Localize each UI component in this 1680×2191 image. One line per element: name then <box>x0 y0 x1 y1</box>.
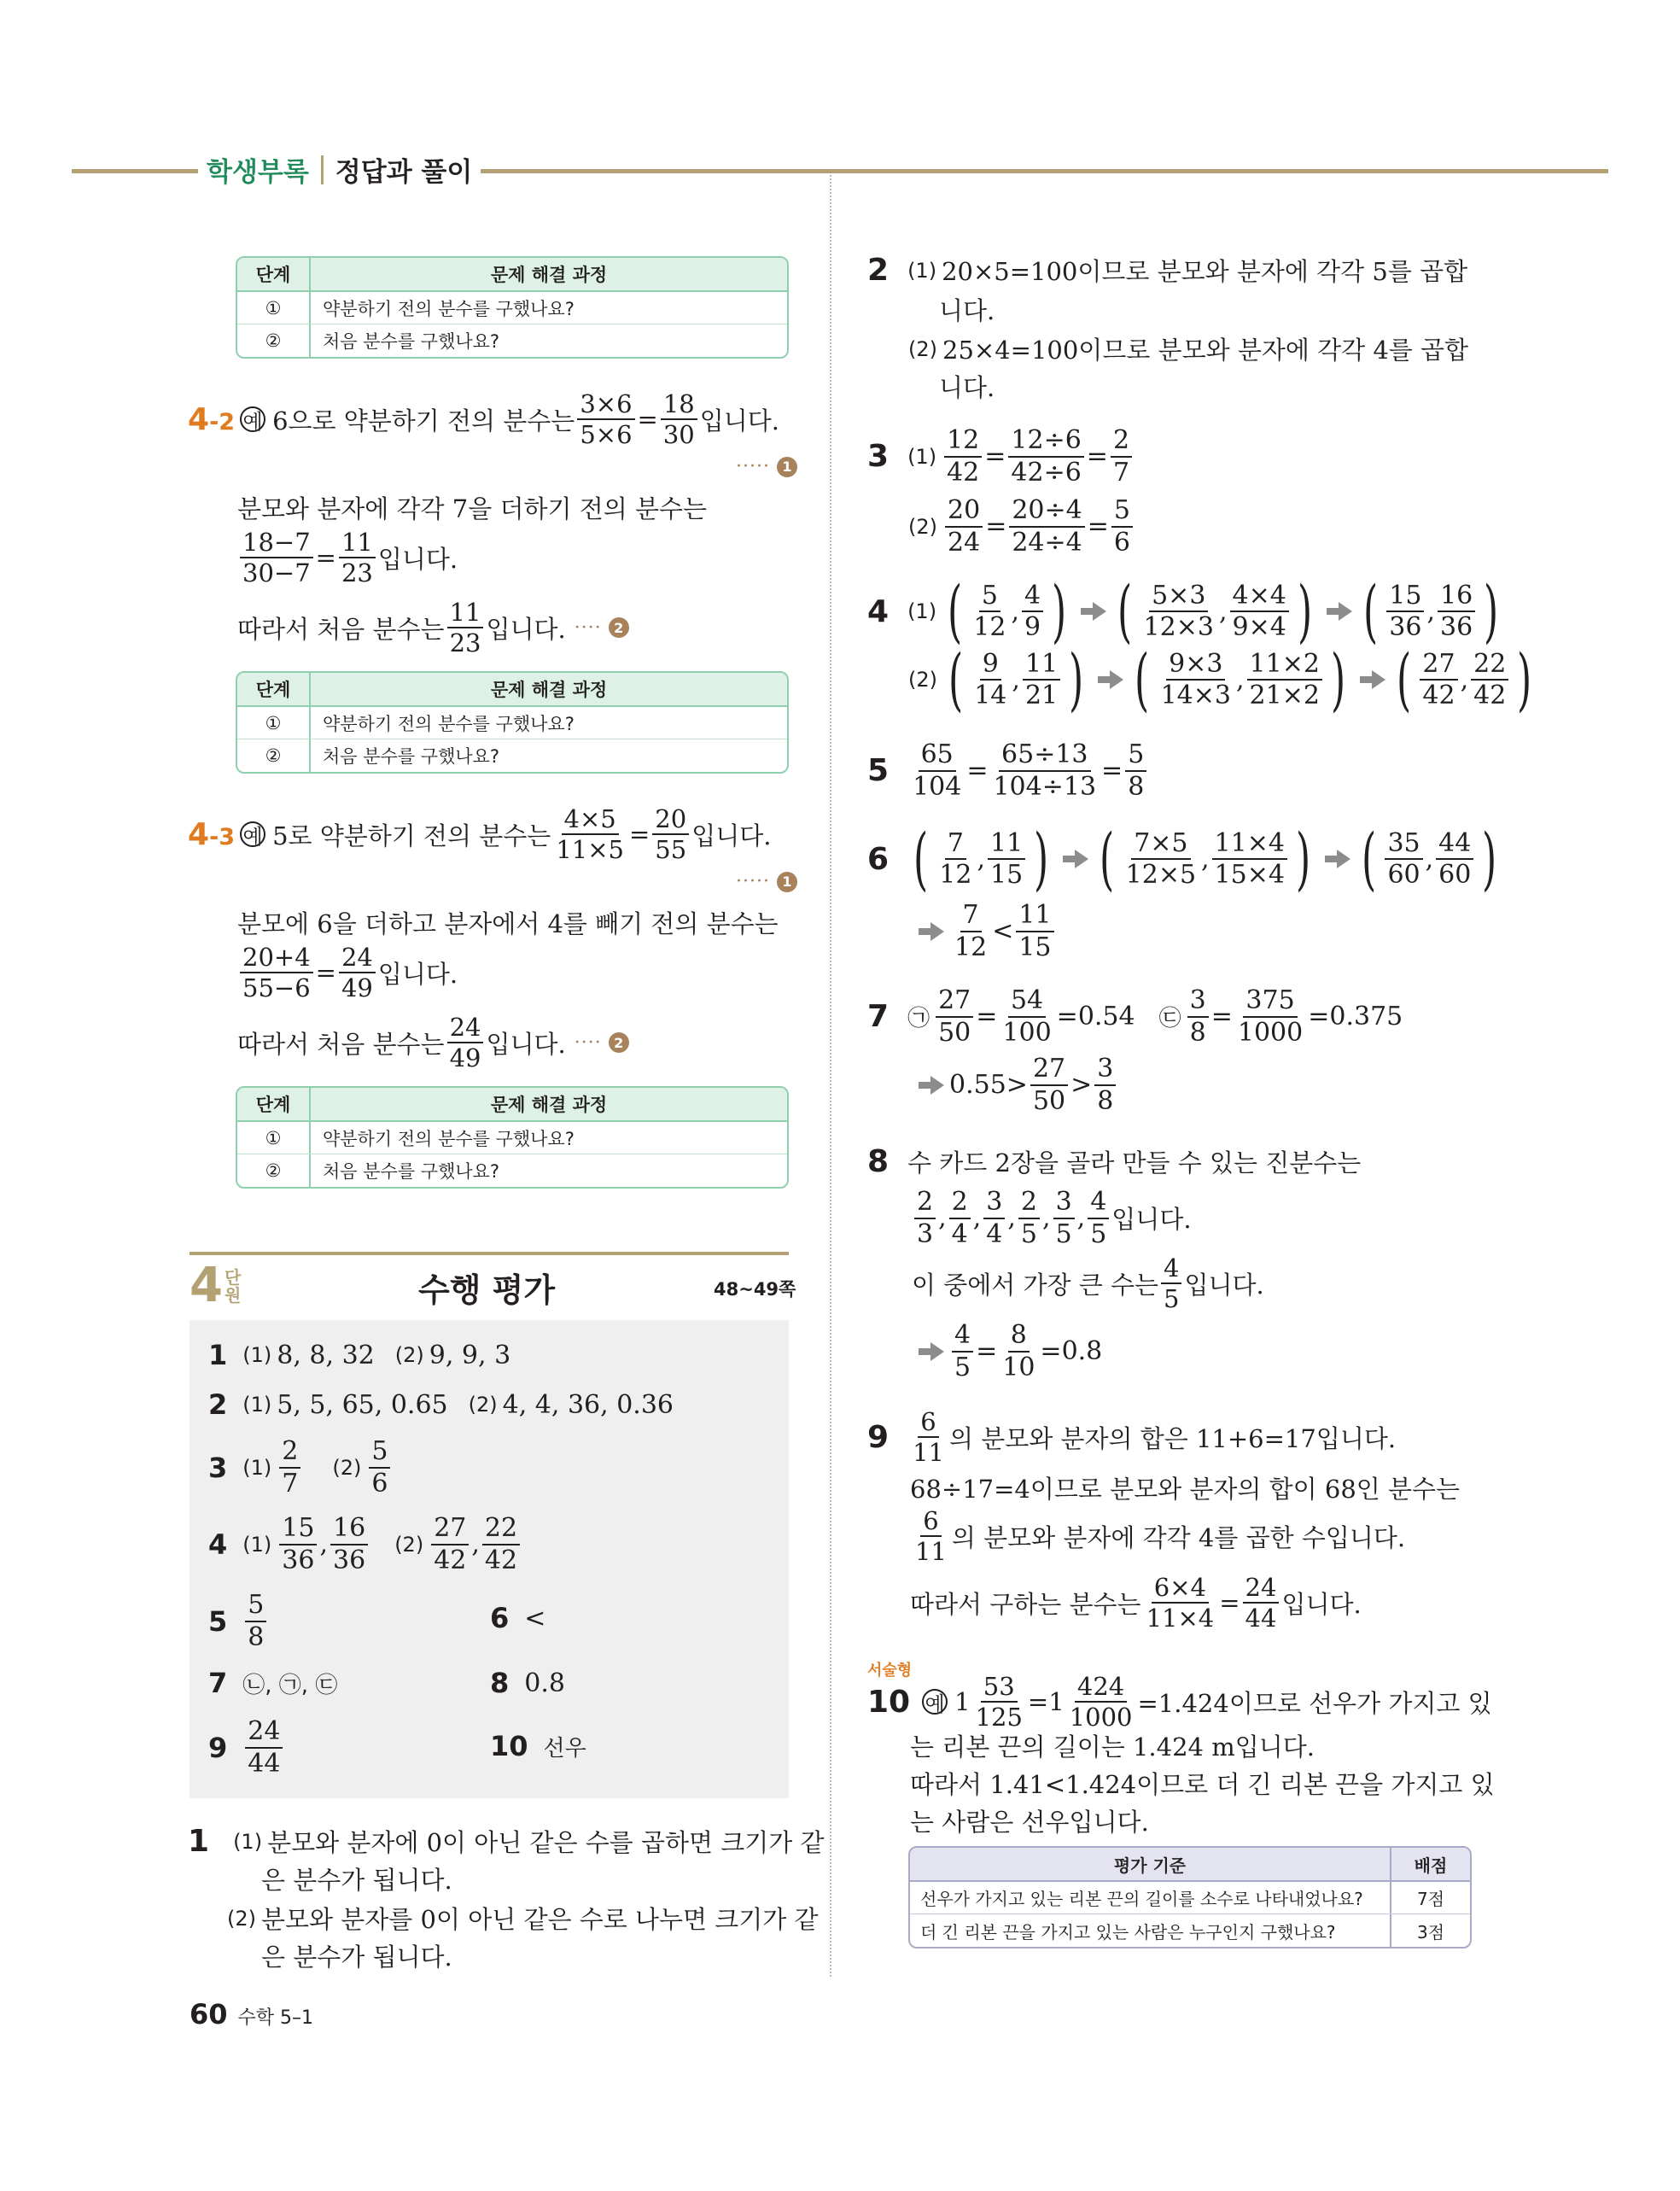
r10-line2: 는 리본 끈의 길이는 1.424 m입니다. <box>910 1732 1315 1762</box>
r2-line3: (2) 25×4=100이므로 분모와 분자에 각각 4를 곱합 <box>908 336 1469 365</box>
answer-8: 8 0.8 <box>490 1667 565 1699</box>
answer-5: 5 $\frac{5}{8}$ <box>208 1592 269 1651</box>
step-table-2: 단계 문제 해결 과정 ① 약분하기 전의 분수를 구했나요? ② 처음 분수를 구했나요? <box>236 671 789 774</box>
table-row <box>237 324 787 357</box>
table-row: ② 처음 분수를 구했나요? <box>237 739 787 772</box>
example-mark: 예 <box>240 406 265 432</box>
r2-line4: 니다. <box>939 373 995 402</box>
r10-line4: 는 사람은 선우입니다. <box>910 1808 1149 1837</box>
fraction: $\frac{4\times 5}{11\times 5}$ <box>556 804 624 865</box>
fraction: $\frac{11}{23}$ <box>447 599 484 657</box>
q1-line2: 은 분수가 됩니다. <box>261 1866 452 1895</box>
answer-1: 1 (1) 8, 8, 32 (2) 9, 9, 3 <box>208 1339 511 1371</box>
p42-mark1: ····· 1 <box>736 456 797 477</box>
r4-line1: 4 (1) ( $\frac{5}{12}$ , $\frac{4}{9}$ ) ( $\frac{5\times 3}{12\times 3}$ , $\frac{4\times 4}{9\times 4}$ ) ( $\frac{15}{36}$ , $\frac{16}{36}$ ) <box>867 571 1499 651</box>
p42-line3: $\frac{18-7}{30-7}$ = $\frac{11}{23}$ 입니다. <box>237 529 458 587</box>
r8-line2: $\frac{2}{3}$ , $\frac{2}{4}$ , $\frac{3}{4}$ , $\frac{2}{5}$ , $\frac{3}{5}$ , $\frac{4}{5}$ 입니다. <box>912 1189 1192 1247</box>
p43-line2: 분모에 6을 더하고 분자에서 4를 빼기 전의 분수는 <box>237 909 779 938</box>
row-text: 처음 분수를 구했나요? <box>323 331 500 352</box>
r9-line1: 9 $\frac{6}{11}$ 의 분모와 분자의 합은 11+6=17입니다. <box>867 1407 1397 1468</box>
r2-line1: 2 (1) 20×5=100이므로 분모와 분자에 각각 5를 곱합 <box>867 253 1468 288</box>
arrow-icon <box>1339 602 1352 621</box>
header-title <box>198 150 481 189</box>
r9-line3: $\frac{6}{11}$ 의 분모와 분자에 각각 4를 곱한 수입니다. <box>915 1506 1406 1567</box>
r10-line1: 10 예 1 $\frac{53}{125}$ = 1 $\frac{424}{1000}$ =1.424이므로 선우가 가지고 있 <box>867 1672 1492 1732</box>
r6-line1: 6 ( $\frac{7}{12}$ , $\frac{11}{15}$ ) ( $\frac{7\times 5}{12\times 5}$ , $\frac{11\times 4}{15\times 4}$ ) ( $\frac{35}{60}$ , $\frac{44}{60}$ ) <box>867 819 1497 898</box>
answer-4: 4 (1) $\frac{15}{36}$ , $\frac{16}{36}$ (2) $\frac{27}{42}$ , $\frac{22}{42}$ <box>208 1515 522 1574</box>
p43-number: 4-3 <box>188 816 236 852</box>
arrow-icon <box>930 1076 944 1095</box>
scoring-table <box>908 1846 1472 1949</box>
r3-line2: (2) $\frac{20}{24}$ = $\frac{20\div 4}{24\div 4}$ = $\frac{5}{6}$ <box>908 497 1135 556</box>
fraction: $\frac{18-7}{30-7}$ <box>240 529 313 587</box>
q1-line3: (2) 분모와 분자를 0이 아닌 같은 수로 나누면 크기가 같 <box>227 1905 819 1934</box>
q1-line1: 1 (1) 분모와 분자에 0이 아닌 같은 수를 곱하면 크기가 같 <box>188 1824 825 1859</box>
fraction: $\frac{24}{49}$ <box>339 944 376 1002</box>
r5-line: 5 $\frac{65}{104}$ = $\frac{65\div 13}{104\div 13}$ = $\frac{5}{8}$ <box>867 741 1149 800</box>
table-header <box>237 258 787 292</box>
arrow-icon <box>930 922 944 941</box>
arrow-icon <box>1075 850 1088 868</box>
fraction: $\frac{18}{30}$ <box>661 391 697 448</box>
arrow-icon <box>1372 670 1385 689</box>
row-text: 약분하기 전의 분수를 구했나요? <box>323 298 575 319</box>
answer-7: 7 ㉡, ㉠, ㉢ <box>208 1667 338 1699</box>
head-score: 배점 <box>1390 1848 1470 1880</box>
header-divider <box>321 155 324 184</box>
answer-9: 9 $\frac{24}{44}$ <box>208 1718 285 1777</box>
footer-text: 수학 5–1 <box>237 2007 314 2029</box>
header-section: 학생부록 <box>207 157 309 188</box>
header-rule-left <box>72 169 208 173</box>
header-rule-right <box>478 169 1608 173</box>
table-row: 더 긴 리본 끈을 가지고 있는 사람은 누구인지 구했나요? 3점 <box>910 1914 1470 1947</box>
summary-title: 수행 평가 <box>418 1271 556 1309</box>
r8-line4: $\frac{4}{5}$ = $\frac{8}{10}$ = 0.8 <box>910 1322 1102 1381</box>
footer <box>190 1998 313 2030</box>
page-number: 60 <box>190 1998 228 2030</box>
step-table-1 <box>236 256 789 359</box>
summary-pages: 48~49쪽 <box>714 1279 796 1300</box>
arrow-icon <box>1337 850 1350 868</box>
fraction: $\frac{3\times 6}{5\times 6}$ <box>577 391 634 448</box>
answer-10: 10 선우 <box>490 1730 586 1762</box>
head-criteria: 평가 기준 <box>1113 1855 1187 1876</box>
r7-line1: 7 ㉠ $\frac{27}{50}$ = $\frac{54}{100}$ = 0.54 ㉢ $\frac{3}{8}$ = $\frac{375}{1000}$ = 0.375 <box>867 985 1403 1048</box>
fraction: $\frac{20}{55}$ <box>652 806 689 863</box>
r7-line2: 0.55 > $\frac{27}{50}$ > $\frac{3}{8}$ <box>910 1055 1118 1114</box>
r9-line4: 따라서 구하는 분수는 $\frac{6\times 4}{11\times 4}$ = $\frac{24}{44}$ 입니다. <box>910 1573 1362 1633</box>
p43-mark1: ····· 1 <box>736 871 797 892</box>
p42-line1: 4-2 예 6으로 약분하기 전의 분수는 $\frac{3\times 6}{5\times 6}$ = $\frac{18}{30}$ 입니다. <box>188 389 780 450</box>
p43-line4: 따라서 처음 분수는 $\frac{24}{49}$ 입니다. ···· 2 <box>237 1014 629 1072</box>
q1-line4: 은 분수가 됩니다. <box>261 1943 452 1972</box>
answer-2: 2 (1) 5, 5, 65, 0.65 (2) 4, 4, 36, 0.36 <box>208 1388 674 1421</box>
r8-line3: 이 중에서 가장 큰 수는 $\frac{4}{5}$ 입니다. <box>912 1253 1264 1314</box>
row-step: ② <box>237 324 311 357</box>
p42-number: 4-2 <box>188 401 236 437</box>
arrow-icon <box>1093 602 1106 621</box>
unit-badge: 4 단 원 <box>190 1258 242 1313</box>
r9-line2: 68÷17=4이므로 분모와 분자의 합이 68인 분수는 <box>910 1475 1461 1504</box>
fraction: $\frac{24}{49}$ <box>447 1014 484 1072</box>
r3-line1: 3 (1) $\frac{12}{42}$ = $\frac{12\div 6}{42\div 6}$ = $\frac{2}{7}$ <box>867 427 1135 486</box>
example-mark: 예 <box>240 821 265 847</box>
fraction: $\frac{11}{23}$ <box>339 529 376 587</box>
table-row: ① 약분하기 전의 분수를 구했나요? <box>237 1122 787 1154</box>
table-row <box>237 292 787 324</box>
p43-line1: 4-3 예 5로 약분하기 전의 분수는 $\frac{4\times 5}{11\times 5}$ = $\frac{20}{55}$ 입니다. <box>188 804 772 865</box>
fraction: $\frac{20+4}{55-6}$ <box>240 944 313 1002</box>
arrow-icon <box>930 1342 944 1361</box>
p42-line4: 따라서 처음 분수는 $\frac{11}{23}$ 입니다. ···· 2 <box>237 599 629 657</box>
p42-line2: 분모와 분자에 각각 7을 더하기 전의 분수는 <box>237 494 707 523</box>
answer-3: 3 (1) $\frac{2}{7}$ (2) $\frac{5}{6}$ <box>208 1438 393 1497</box>
table-row: ① 약분하기 전의 분수를 구했나요? <box>237 707 787 739</box>
column-divider <box>830 175 831 1977</box>
arrow-icon <box>1110 670 1123 689</box>
header-subtitle: 정답과 풀이 <box>335 157 473 188</box>
head-process: 문제 해결 과정 <box>490 265 608 285</box>
step-table-3: 단계 문제 해결 과정 ① 약분하기 전의 분수를 구했나요? ② 처음 분수를 구했나요? <box>236 1086 789 1189</box>
head-step: 단계 <box>237 258 311 290</box>
r6-line2: $\frac{7}{12}$ < $\frac{11}{15}$ <box>910 902 1057 961</box>
r4-line2: (2) ( $\frac{9}{14}$ , $\frac{11}{21}$ ) ( $\frac{9\times 3}{14\times 3}$ , $\frac{11\times 2}{21\times 2}$ ) ( $\frac{27}{42}$ , $\frac{22}{42}$ ) <box>908 640 1532 719</box>
r2-line2: 니다. <box>939 296 995 325</box>
table-row: ② 처음 분수를 구했나요? <box>237 1154 787 1187</box>
table-row: 선우가 가지고 있는 리본 끈의 길이를 소수로 나타내었나요? 7점 <box>910 1882 1470 1914</box>
r10-line3: 따라서 1.41<1.424이므로 더 긴 리본 끈을 가지고 있 <box>910 1770 1495 1799</box>
p43-line3: $\frac{20+4}{55-6}$ = $\frac{24}{49}$ 입니다. <box>237 944 458 1002</box>
essay-tag: 서술형 <box>867 1662 913 1680</box>
row-step: ① <box>237 292 311 324</box>
r8-line1: 8 수 카드 2장을 골라 만들 수 있는 진분수는 <box>867 1144 1362 1179</box>
answer-6: 6 < <box>490 1602 546 1634</box>
